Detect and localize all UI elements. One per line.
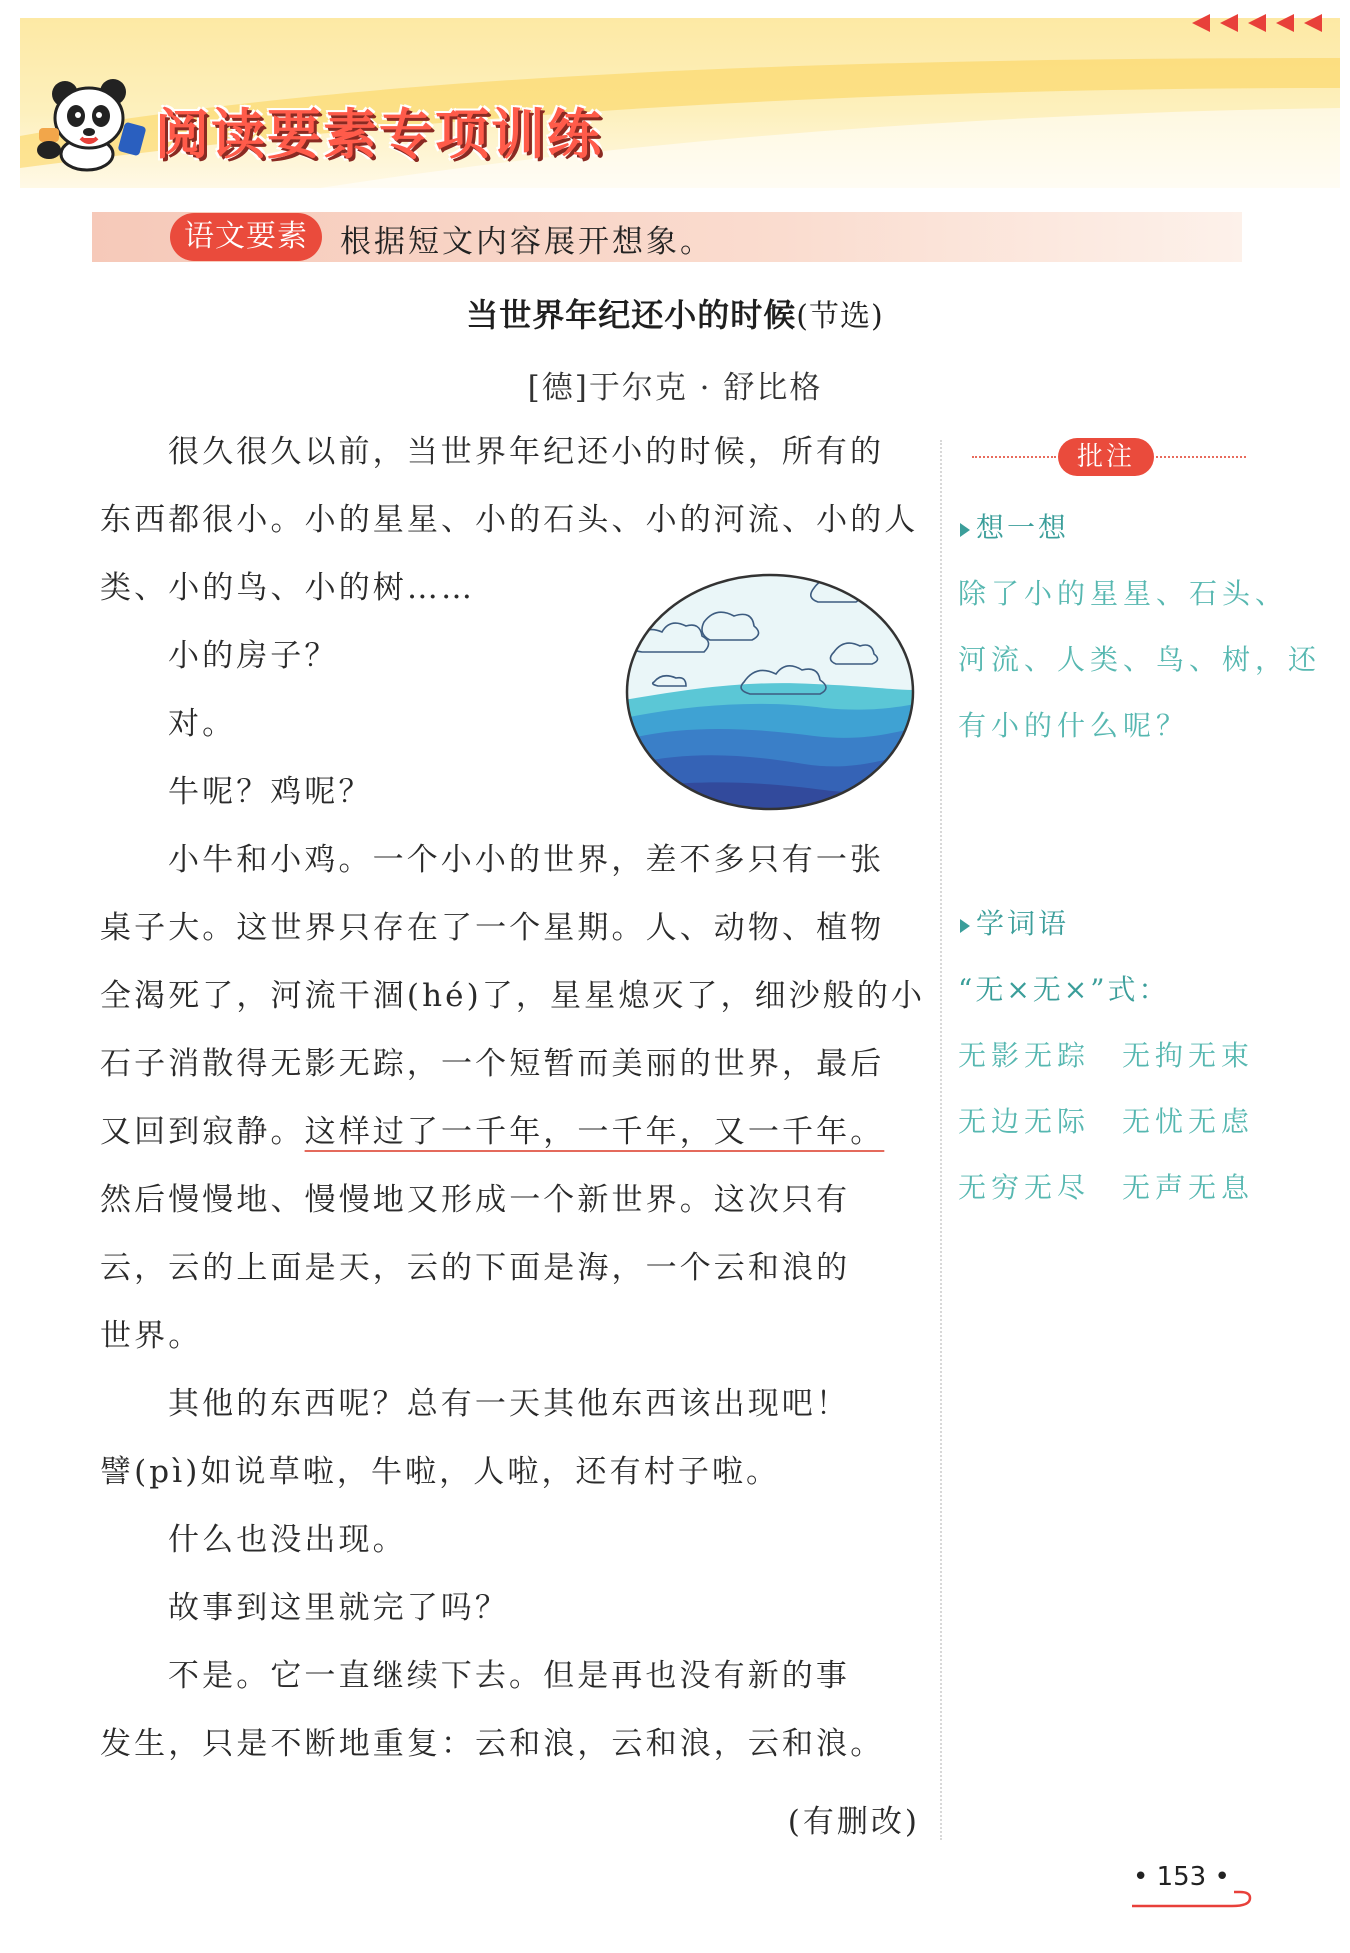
text-line: 小牛和小鸡。一个小小的世界，差不多只有一张: [168, 842, 885, 878]
text-line: 其他的东西呢？总有一天其他东西该出现吧！: [168, 1386, 850, 1422]
cloud-and-sea-illustration: [624, 572, 916, 812]
panda-mascot-icon: [35, 72, 155, 172]
arrow-left-icon: [1276, 14, 1294, 32]
text-line: 然后慢慢地、慢慢地又形成一个新世界。这次只有: [100, 1182, 851, 1218]
words-pattern: “无×无×”式：: [958, 973, 1170, 1006]
text-line: 对。: [168, 706, 237, 742]
words-heading-label: 学词语: [976, 907, 1070, 940]
note-dotted-line: [1156, 456, 1246, 458]
article-title-text: 当世界年纪还小的时候: [466, 296, 797, 334]
arrow-left-icon: [1220, 14, 1238, 32]
text-line: 东西都很小。小的星星、小的石头、小的河流、小的人: [100, 502, 919, 538]
underlined-sentence: 这样过了一千年，一千年，又一千年。: [304, 1114, 885, 1150]
think-line: 有小的什么呢？: [958, 709, 1190, 742]
arrow-left-icon: [1304, 14, 1322, 32]
word-item: 无影无踪: [958, 1039, 1091, 1072]
text-line: 桌子大。这世界只存在了一个星期。人、动物、植物: [100, 910, 885, 946]
decorative-arrows: [1192, 14, 1322, 32]
text-line: 什么也没出现。: [168, 1522, 407, 1558]
words-heading: [960, 902, 1069, 942]
text-line: 故事到这里就完了吗？: [168, 1590, 509, 1626]
section-title: 阅读要素专项训练: [155, 103, 603, 166]
text-line: [100, 1098, 920, 1166]
element-badge: 语文要素: [170, 213, 322, 261]
text-line: 牛呢？鸡呢？: [168, 774, 373, 810]
triangle-bullet-icon: [960, 523, 970, 537]
text-segment: 又回到寂静。: [100, 1114, 305, 1150]
text-line: 譬(pì)如说草啦，牛啦，人啦，还有村子啦。: [100, 1454, 781, 1490]
text-line: 石子消散得无影无踪，一个短暂而美丽的世界，最后: [100, 1046, 885, 1082]
think-line: 除了小的星星、石头、: [958, 577, 1289, 610]
source-note: (有删改): [787, 1804, 920, 1840]
arrow-left-icon: [1248, 14, 1266, 32]
text-line: 类、小的鸟、小的树……: [100, 570, 476, 606]
think-heading-label: 想一想: [976, 511, 1070, 544]
text-line: 不是。它一直继续下去。但是再也没有新的事: [168, 1658, 850, 1694]
element-text: 根据短文内容展开想象。: [340, 224, 714, 260]
think-line: 河流、人类、鸟、树，还: [958, 643, 1322, 676]
word-item: 无边无际: [958, 1105, 1091, 1138]
word-item: 无声无息: [1122, 1171, 1255, 1204]
page-number: • 153 •: [1133, 1862, 1230, 1892]
text-line: 全渴死了，河流干涸(hé)了，星星熄灭了，细沙般的小: [100, 978, 926, 1014]
triangle-bullet-icon: [960, 919, 970, 933]
note-badge: 批注: [1058, 438, 1154, 476]
note-dotted-line: [972, 456, 1056, 458]
sidebar-divider: [940, 440, 942, 1840]
page-number-underline: [1128, 1888, 1258, 1912]
article-author: [德]于尔克 · 舒比格: [527, 370, 823, 406]
text-line: 很久很久以前，当世界年纪还小的时候，所有的: [168, 434, 885, 470]
arrow-left-icon: [1192, 14, 1210, 32]
article-title-note: (节选): [796, 299, 884, 334]
text-line: 世界。: [100, 1318, 203, 1354]
text-line: 小的房子？: [168, 638, 339, 674]
article-title: [0, 290, 1350, 336]
text-line: 云，云的上面是天，云的下面是海，一个云和浪的: [100, 1250, 851, 1286]
word-item: 无拘无束: [1122, 1039, 1255, 1072]
text-line: 发生，只是不断地重复：云和浪，云和浪，云和浪。: [100, 1726, 885, 1762]
think-heading: [960, 506, 1069, 546]
word-item: 无忧无虑: [1122, 1105, 1255, 1138]
word-item: 无穷无尽: [958, 1171, 1091, 1204]
